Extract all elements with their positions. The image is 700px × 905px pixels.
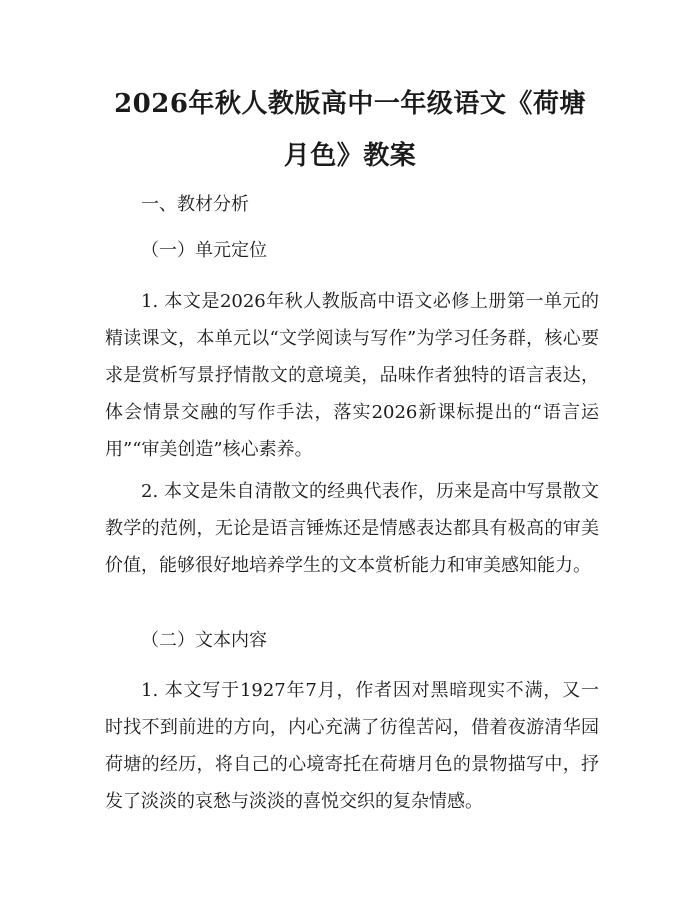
document-title: 2026年秋人教版高中一年级语文《荷塘月色》教案: [114, 89, 586, 171]
paragraph-text-content-1: 1. 本文写于1927年7月，作者因对黑暗现实不满，又一时找不到前进的方向，内心充满了彷徨苦闷，借着夜游清华园荷塘的经历，将自己的心境寄托在荷塘月色的景物描写中，抒发了淡淡的哀愁与淡淡的喜悦交织的复杂情感。: [105, 680, 599, 812]
section-heading-textbook-analysis: 一、教材分析: [141, 194, 249, 215]
paragraph-unit-positioning-1: 1. 本文是2026年秋人教版高中语文必修上册第一单元的精读课文，本单元以“文学阅读与写作”为学习任务群，核心要求是赏析写景抒情散文的意境美，品味作者独特的语言表达，体会情景交融的写作手法，落实2026新课标提出的“语言运用”“审美创造”核心素养。: [105, 291, 599, 460]
subsection-heading-text-content: （二）文本内容: [141, 630, 267, 651]
paragraph-unit-positioning-2: 2. 本文是朱自清散文的经典代表作，历来是高中写景散文教学的范例，无论是语言锤炼还是情感表达都具有极高的审美价值，能够很好地培养学生的文本赏析能力和审美感知能力。: [105, 481, 599, 576]
subsection-heading-unit-positioning: （一）单元定位: [141, 240, 267, 261]
